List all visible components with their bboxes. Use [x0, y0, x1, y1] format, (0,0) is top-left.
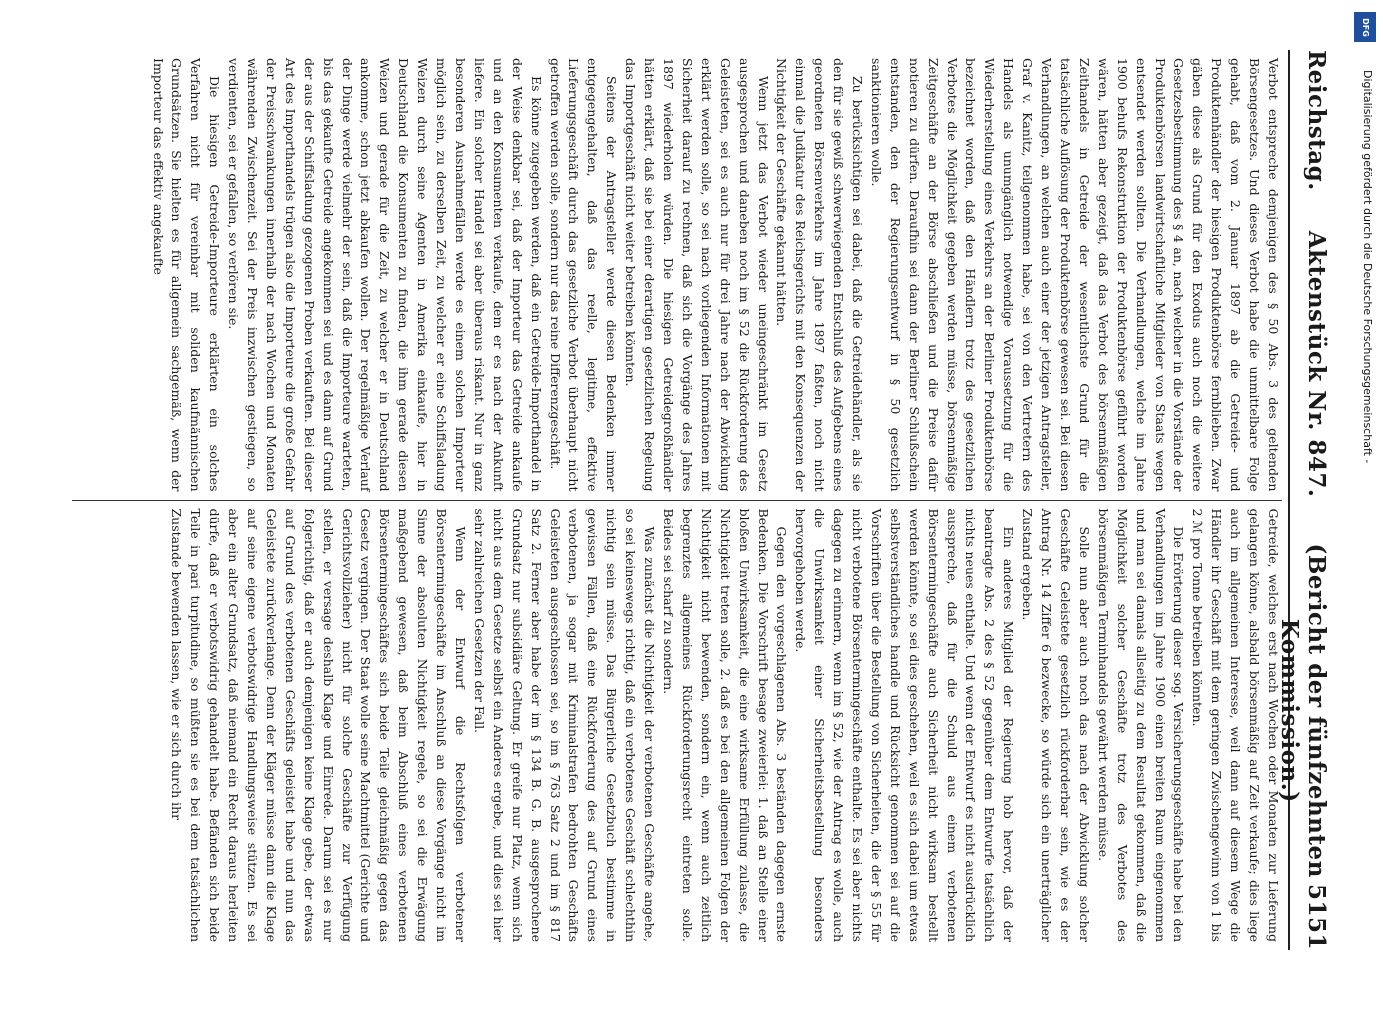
paragraph: Solle nun aber auch noch das nach der Abwicklung solcher Geschäfte Geleistete gesetzlich rückforderbar sein, wie es der Antrag Nr. 14 Ziffer 6 bezwecke, so würde sich ein unerträglicher Zustand ergeben.: [1020, 508, 1092, 942]
paragraph: Gegen den vorgeschlagenen Abs. 3 beständen dagegen ernste Bedenken. Die Vorschrift besage zweierlei: 1. daß an Stelle einer bloßen Unwirksamkeit, die eine wirksame Erfüllung zulasse, die Nichtigkeit treten solle, 2. daß es bei den allgemeinen Folgen der Nichtigkeit nicht bewenden, sondern ein, wenn auch zeitlich begrenztes allgemeines Rückforderungsrecht eintreten solle. Beides sei scharf zu sondern.: [661, 508, 790, 942]
paragraph: Was zunächst die Nichtigkeit der verbotenen Geschäfte angehe, so sei keineswegs richtig, daß ein verbotenes Geschäft schlechthin nichtig sein müsse. Das Bürgerliche Gesetzbuch bestimme in gewissen Fällen, daß eine Rückforderung des auf Grund eines verbotenen, ja sogar mit Kriminalstrafen bedrohten Geschäfts Geleisteten ausgeschlossen sei, so im § 763 Satz 2 und im § 817 Satz 2. Ferner aber habe der im § 134 B. G. B. ausgesprochene Grundsatz nur subsidiäre Geltung. Er greife nur Platz, wenn sich nicht aus dem Gesetze selbst ein Anderes ergebe, und dies sei hier sehr zahlreichen Gesetzen der Fall.: [471, 508, 658, 942]
paragraph: Wenn jetzt das Verbot wieder uneingeschränkt im Gesetz ausgesprochen und daneben noch im § 52 die Rückforderung des Geleisteten, sei es auch nur für drei Jahre nach der Abwicklung erklärt werden solle, so sei nach vorliegenden Informationen mit Sicherheit darauf zu rechnen, daß sich die Vorgänge des Jahres 1897 wiederholen würden. Die hiesigen Getreidegroßhändler hätten erklärt, daß sie bei einer derartigen gesetzlichen Regelung das Importgeschäft nicht weiter betreiben könnten.: [623, 58, 771, 492]
paragraph: Seitens der Antragsteller werde diesen Bedenken immer entgegengehalten, daß das reelle, legitime, effektive Lieferungsgeschäft durch das gesetzliche Verbot überhaupt nicht getroffen werden solle, sondern nur das reine Differenzgeschäft.: [547, 58, 620, 492]
digitization-note: Digitalisierung gefördert durch die Deutsche Forschungsgemeinschaft -: [1361, 70, 1374, 464]
header-center: Aktenstück Nr. 847.: [1303, 230, 1330, 498]
text-columns: [72, 50, 1282, 950]
paragraph: Zu berücksichtigen sei dabei, daß die Getreidehändler, als sie den für sie gewiß schwerwiegenden Entschluß des Aufgebens eines geordneten Börsenverkehrs im Jahre 1897 faßten, noch nicht einmal die Judikatur des Reichsgerichts mit den Konsequenzen der Nichtigkeit der Geschäfte gekannt hätten.: [774, 58, 866, 492]
header-left: Reichstag.: [1303, 50, 1330, 191]
dfg-logo: DFG: [1354, 12, 1376, 42]
header-title: (Bericht der fünfzehnten Kommission.): [1276, 543, 1330, 878]
paragraph: Die Erörterung dieser sog. Versicherungsgeschäfte habe bei den Verhandlungen im Jahre 1900 einen breiten Raum eingenommen und man sei damals allseitig zu dem Resultat gekommen, daß die Möglichkeit solcher Geschäfte trotz des Verbotes des börsenmäßigen Terminhandels gewährt werden müsse.: [1095, 508, 1187, 942]
document-page: [38, 30, 1338, 970]
paragraph: Es könne zugegeben werden, daß ein Getreide-Importhandel in der Weise denkbar sei, daß der Importeur das Getreide ankaufe und an den Konsumenten verkaufe, dem er es nach der Ankunft liefere. Ein solcher Handel sei aber überaus riskant. Nur in ganz besonderen Ausnahmefällen werde es einem solchen Importeur möglich sein, zu derselben Zeit, zu welcher er eine Schiffsladung Weizen durch seine Agenten in Amerika einkaufe, hier in Deutschland die Konsumenten zu finden, die ihm gerade diesen Weizen und gerade für die Zeit, zu welcher er in Deutschland ankomme, schon jetzt abkaufen wollen. Der regelmäßige Verlauf der Dinge werde vielmehr der sein, daß die Importeure warteten, bis das gekaufte Getreide angekommen sei und es dann auf Grund der aus der Schiffsladung gezogenen Proben verkauften. Bei dieser Art des Importhandels trügen also die Importeure die große Gefahr der Preisschwankungen innerhalb der nach Wochen und Monaten währenden Zwischenzeit. Sei der Preis inzwischen gestiegen, so verdienten, sei er gefallen, so verlören sie.: [226, 58, 544, 492]
page-number: 5151: [1303, 884, 1330, 951]
paragraph: Getreide, welches erst nach Wochen oder Monaten zur Lieferung gelangen könne, alsbald börsenmäßig auf Zeit verkaufe; dies liege auch im allgemeinen Interesse, weil dann auf diesem Wege die Händler ihr Geschäft mit dem geringen Zwischengewinn von 1 bis 2 ℳ pro Tonne betreiben könnten.: [1190, 508, 1281, 942]
paragraph: Ein anderes Mitglied der Regierung hob hervor, daß der beantragte Abs. 2 des § 52 gegenüber dem Entwurfe tatsächlich nichts neues enthalte. Und wenn der Entwurf es nicht ausdrücklich ausspreche, daß für die Schuld aus einem verbotenen Börsentermingeschäfte auch Sicherheit nicht wirksam bestellt werden könnte, so sei dies geschehen, weil es sich dabei um etwas selbstverständliches handle und Rücksicht genommen sei auf die Vorschriften über die Bestellung von Sicherheiten, die der § 55 für nicht verbotene Börsentermingeschäfte enthalte. Es sei aber nichts dagegen zu erinnern, wenn im § 52, wie der Antrag es wolle, auch die Unwirksamkeit einer Sicherheitsbestellung besonders hervorgehoben werde.: [793, 508, 1017, 942]
paragraph: Wenn der Entwurf die Rechtsfolgen verbotener Börsentermingeschäfte im Anschluß an diese Vorgänge nicht im Sinne der absoluten Nichtigkeit regele, so sei die Erwägung maßgebend gewesen, daß beim Abschluß eines verbotenen Börsentermingeschäftes sich beide Teile gleichmäßig gegen das Gesetz vergingen. Der Staat wolle seine Machtmittel (Gerichte und Gerichtsvollzieher) nicht für solche Geschäfte zur Verfügung stellen, er versage deshalb Klage und Einrede. Darum sei es nur folgerichtig, daß er auch demjenigen keine Klage gebe, der etwas auf Grund des verbotenen Geschäfts geleistet habe und nun das Geleistete zurückverlange. Denn der Kläger müsse dann die Klage auf seine eigene verbotswidrige Handlungsweise stützen. Es sei aber ein alter Grundsatz, daß niemand ein Recht daraus herleiten dürfe, daß er verbotswidrig gehandelt habe. Befänden sich beide Teile in pari turpitudine, so müßten sie es bei dem tatsächlichen Zustande bewenden lassen, wie er sich durch ihr: [169, 508, 469, 942]
digitization-sidebar: [1352, 12, 1380, 992]
page-header: [1276, 50, 1330, 951]
column-left: [72, 50, 1282, 500]
column-right: [72, 500, 1282, 951]
paragraph: Die hiesigen Getreide-Importeure erklärten ein solches Verfahren nicht für vereinbar mit soliden kaufmännischen Grundsätzen. Sie hielten es für allgemein sachgemäß, wenn der Importeur das effektiv angekaufte: [150, 58, 223, 492]
paragraph: Verbot entspreche demjenigen des § 50 Abs. 3 des geltenden Börsengesetzes. Und dieses Verbot habe die unmittelbare Folge gehabt, daß vom 2. Januar 1897 ab die Getreide- und Produktenhändler der hiesigen Produktenbörse fernblieben. Zwar gäben diese als Grund für den Exodus auch noch die weitere Gesetzesbestimmung des § 4 an, nach welcher in die Vorstände der Produktenbörsen landwirtschaftliche Mitglieder von Staats wegen entsendet werden sollten. Die Verhandlungen, welche im Jahre 1900 behufs Rekonstruktion der Produktenbörse geführt worden wären, hätten aber gezeigt, daß das Verbot des börsenmäßigen Zeithandels in Getreide der wesentlichste Grund für die tatsächliche Auflösung der Produktenbörse gewesen sei. Bei diesen Verhandlungen, an welchen auch einer der jetzigen Antragsteller, Graf v. Kanitz, teilgenommen habe, sei von den Vertretern des Handels als unumgänglich notwendige Voraussetzung für die Wiederherstellung eines Verkehrs an der Berliner Produktenbörse bezeichnet worden, daß den Händlern trotz des gesetzlichen Verbotes die Möglichkeit gegeben werden müsse, börsenmäßige Zeitgeschäfte an der Börse abschließen und die Preise dafür notieren zu dürfen. Daraufhin sei dann der Berliner Schlußschein entstanden, den der Regierungsentwurf in § 50 gesetzlich sanktionieren wolle.: [868, 58, 1281, 492]
